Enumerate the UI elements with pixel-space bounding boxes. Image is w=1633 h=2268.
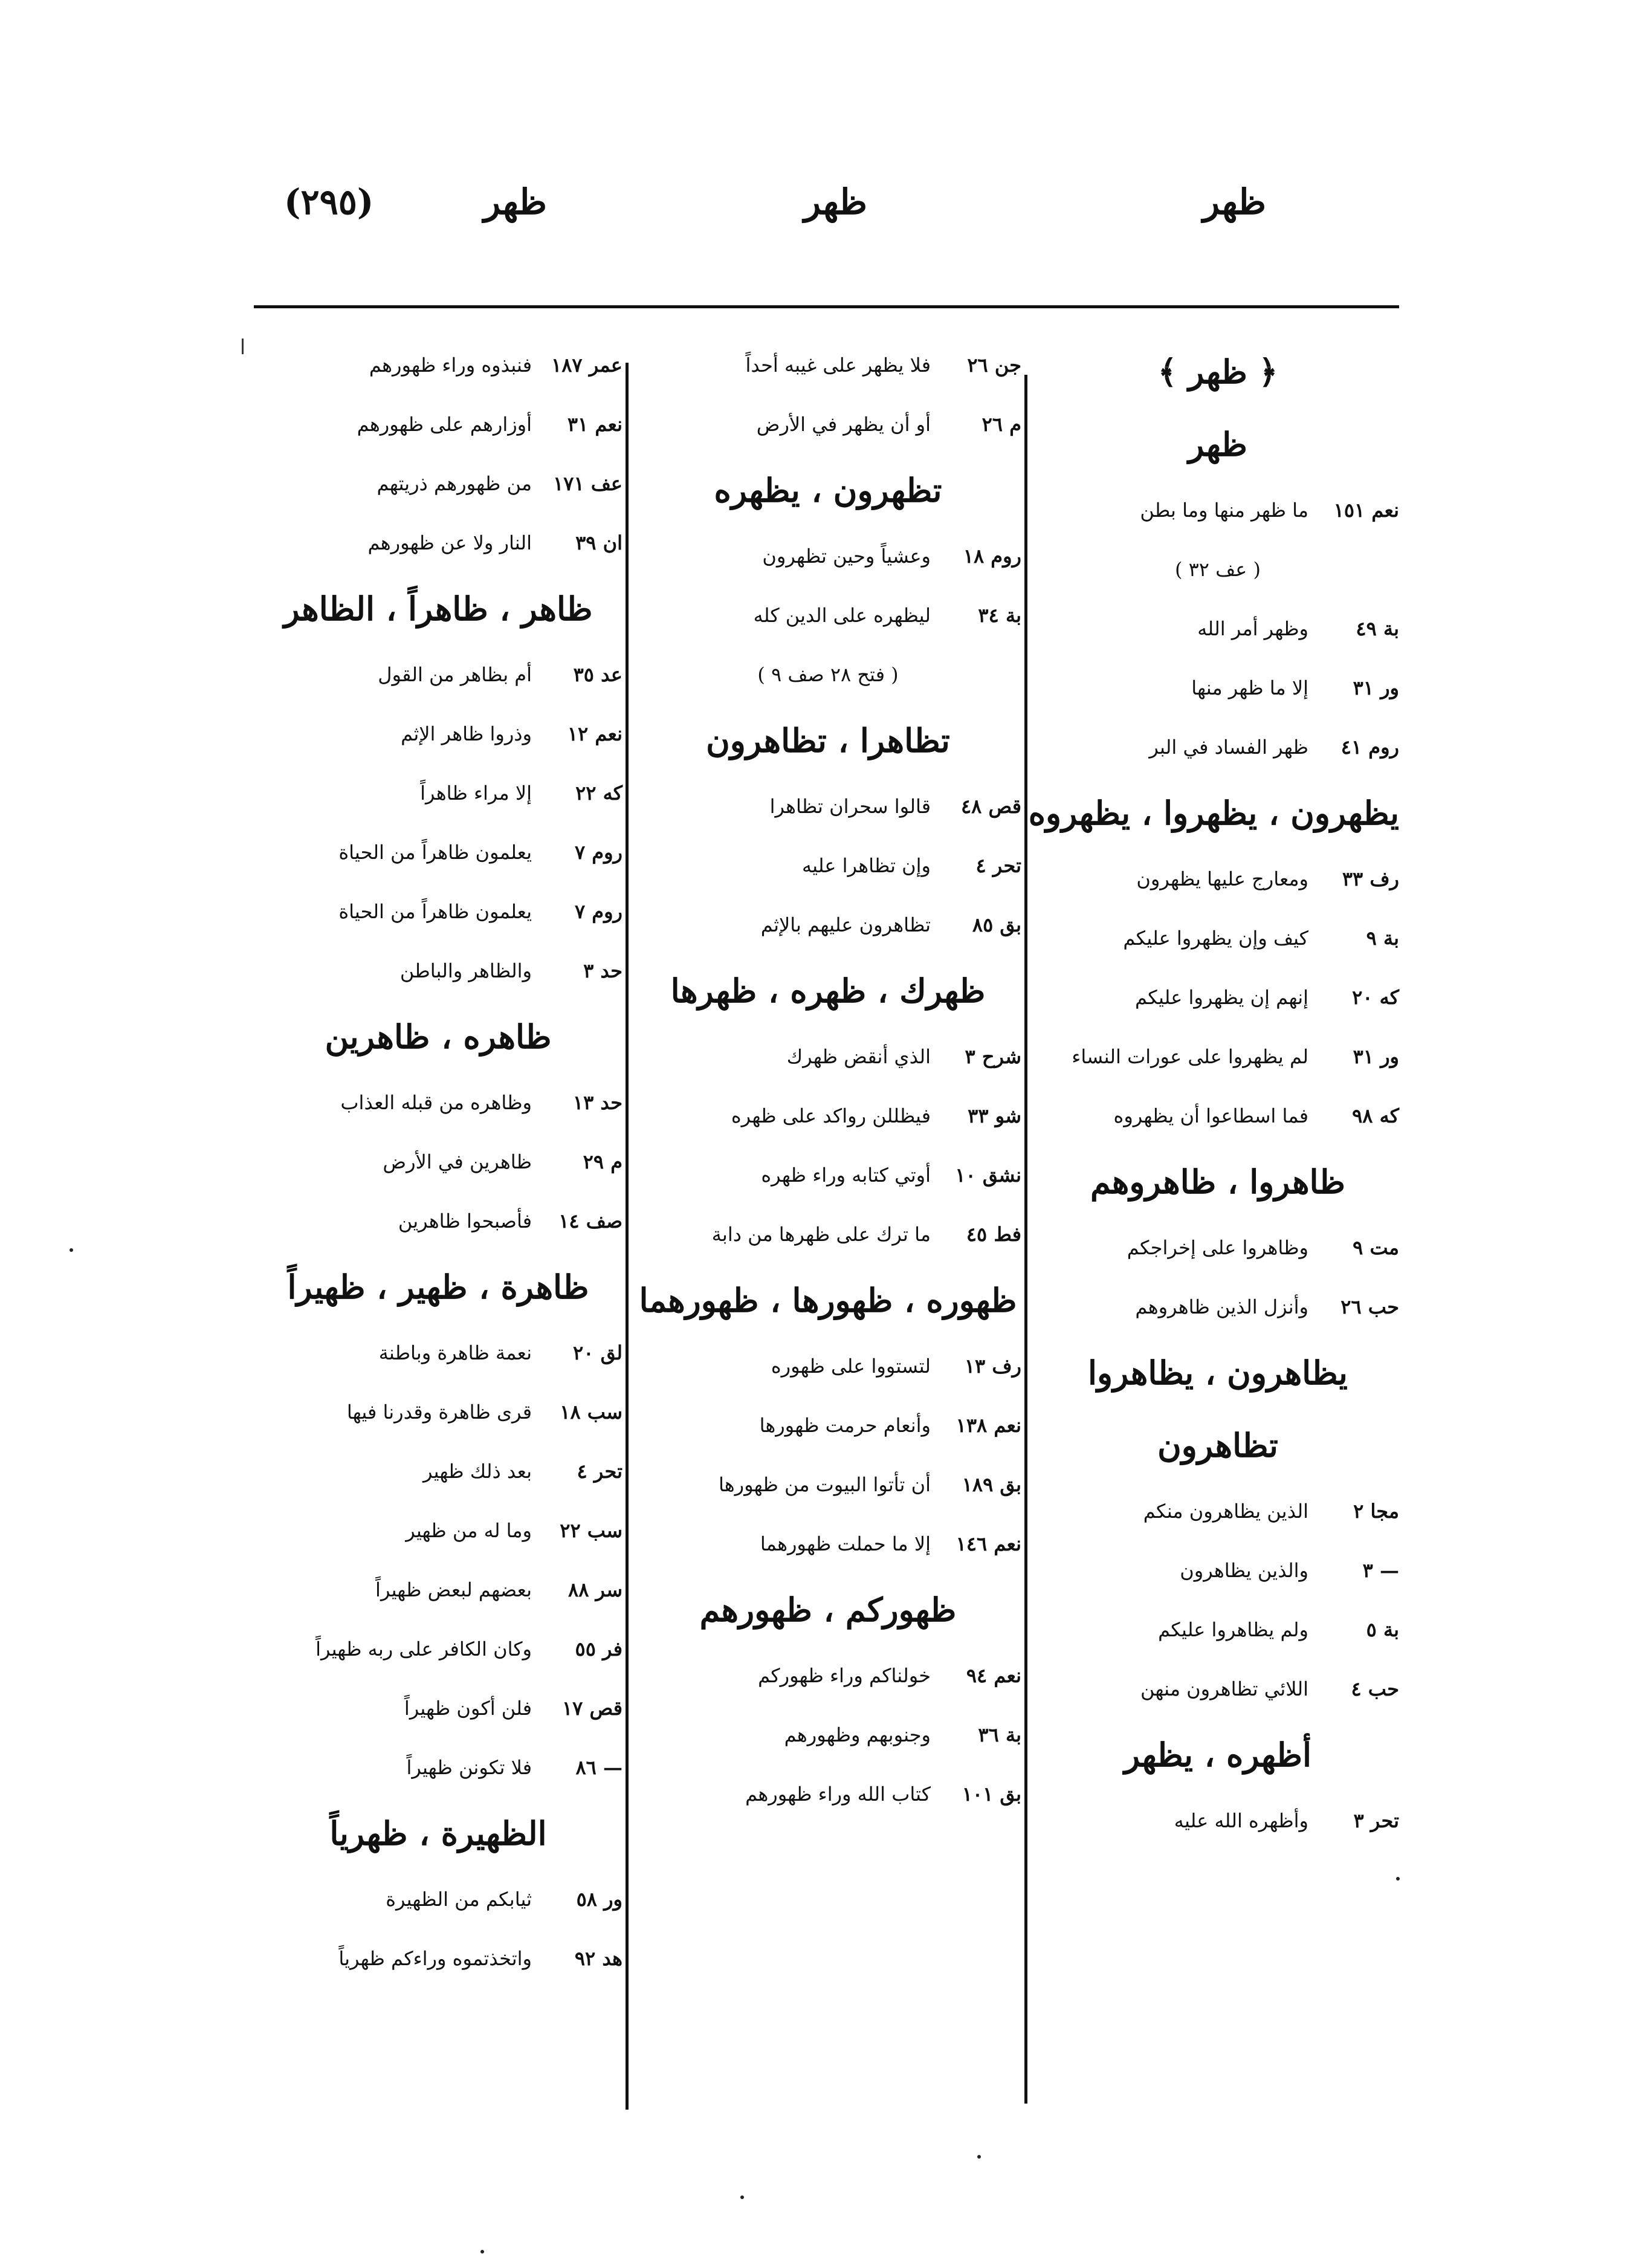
citation-text: من ظهورهم ذريتهم bbox=[377, 472, 532, 495]
citation-reference: بق ١٨٩ bbox=[962, 1473, 1021, 1496]
citation-text: قرى ظاهرة وقدرنا فيها bbox=[346, 1401, 532, 1424]
citation-text: فما اسطاعوا أن يظهروه bbox=[1113, 1104, 1308, 1127]
citation-line bbox=[635, 1646, 1021, 1705]
citation-line bbox=[635, 586, 1021, 645]
citation-line bbox=[254, 395, 622, 454]
citation-reference: نعم ١٥١ bbox=[1333, 499, 1399, 522]
citation-text: قالوا سحران تظاهرا bbox=[769, 795, 931, 818]
citation-line bbox=[635, 836, 1021, 895]
citation-text: والظاهر والباطن bbox=[399, 959, 532, 982]
citation-text: لم يظهروا على عورات النساء bbox=[1072, 1045, 1308, 1068]
citation-line bbox=[1036, 1541, 1399, 1600]
citation-line bbox=[254, 513, 622, 572]
speck bbox=[480, 2250, 484, 2253]
entry-heading: تظهرون ، يظهره bbox=[714, 471, 942, 510]
citation-line bbox=[254, 1619, 622, 1679]
citation-text: فنبذوه وراء ظهورهم bbox=[369, 354, 532, 377]
cross-reference-note: ( فتح ٢٨ صف ٩ ) bbox=[757, 663, 899, 686]
citation-line bbox=[254, 1929, 622, 1988]
citation-line bbox=[254, 1382, 622, 1442]
entry-heading: ظاهروا ، ظاهروهم bbox=[1090, 1162, 1345, 1201]
citation-line bbox=[254, 645, 622, 704]
citation-reference: حب ٤ bbox=[1351, 1677, 1399, 1700]
citation-text: وظاهروا على إخراجكم bbox=[1127, 1236, 1308, 1259]
citation-reference: ور ٣١ bbox=[1353, 676, 1399, 699]
citation-text: بعد ذلك ظهير bbox=[423, 1460, 532, 1483]
entry-heading: ظاهره ، ظاهرين bbox=[325, 1017, 552, 1056]
citation-text: فلا يظهر على غيبه أحداً bbox=[745, 354, 931, 377]
citation-line bbox=[254, 823, 622, 882]
header-word-right: ظهر bbox=[1203, 181, 1266, 222]
citation-reference: جن ٢٦ bbox=[967, 354, 1021, 377]
citation-text: ما ترك على ظهرها من دابة bbox=[711, 1223, 931, 1246]
citation-text: أو أن يظهر في الأرض bbox=[756, 413, 931, 436]
citation-text: ليظهره على الدين كله bbox=[753, 604, 931, 627]
citation-text: واتخذتموه وراءكم ظهرياً bbox=[338, 1947, 532, 1970]
citation-reference: م ٢٩ bbox=[583, 1150, 622, 1173]
citation-line bbox=[635, 1145, 1021, 1205]
entry-heading: ظاهر ، ظاهراً ، الظاهر bbox=[283, 589, 593, 628]
citation-line bbox=[254, 941, 622, 1000]
citation-text: ومعارج عليها يظهرون bbox=[1136, 867, 1308, 890]
citation-reference: بة ٥ bbox=[1366, 1618, 1399, 1641]
citation-line bbox=[254, 1191, 622, 1251]
header-word-middle: ظهر bbox=[804, 181, 867, 222]
citation-reference: رف ١٣ bbox=[964, 1355, 1021, 1378]
citation-line bbox=[1036, 1600, 1399, 1659]
citation-line bbox=[1036, 909, 1399, 968]
speck bbox=[977, 2155, 981, 2159]
citation-line bbox=[1036, 1218, 1399, 1277]
citation-reference: نعم ٩٤ bbox=[966, 1664, 1021, 1687]
citation-text: فلا تكونن ظهيراً bbox=[406, 1756, 532, 1779]
citation-text: وجنوبهم وظهورهم bbox=[784, 1723, 931, 1746]
citation-reference: فر ٥٥ bbox=[575, 1638, 622, 1660]
citation-reference: حد ١٣ bbox=[572, 1091, 622, 1114]
citation-reference: مجا ٢ bbox=[1353, 1500, 1399, 1523]
citation-text: كيف وإن يظهروا عليكم bbox=[1123, 927, 1308, 950]
citation-text: وأنعام حرمت ظهورها bbox=[759, 1414, 931, 1437]
citation-text: والذين يظاهرون bbox=[1180, 1559, 1308, 1582]
citation-reference: ان ٣٩ bbox=[575, 531, 622, 554]
citation-reference: نعم ٣١ bbox=[567, 413, 622, 436]
citation-text: ما ظهر منها وما بطن bbox=[1140, 499, 1308, 522]
citation-text: وكان الكافر على ربه ظهيراً bbox=[315, 1638, 532, 1660]
citation-line bbox=[1036, 481, 1399, 540]
citation-reference: — ٣ bbox=[1362, 1559, 1399, 1582]
citation-text: أن تأتوا البيوت من ظهورها bbox=[719, 1473, 931, 1496]
citation-reference: بق ١٠١ bbox=[962, 1783, 1021, 1806]
citation-reference: كه ٢٠ bbox=[1352, 986, 1399, 1009]
citation-reference: م ٢٦ bbox=[981, 413, 1021, 436]
citation-line bbox=[254, 335, 622, 395]
citation-text: النار ولا عن ظهورهم bbox=[367, 531, 532, 554]
entry-heading: ﴿ ظهر ﴾ bbox=[1157, 352, 1278, 391]
citation-reference: كه ٩٨ bbox=[1352, 1104, 1399, 1127]
citation-reference: سب ١٨ bbox=[560, 1401, 622, 1424]
citation-reference: قص ٤٨ bbox=[960, 795, 1021, 818]
citation-line bbox=[1036, 1277, 1399, 1336]
citation-line bbox=[254, 454, 622, 513]
citation-line bbox=[635, 1027, 1021, 1086]
citation-reference: — ٨٦ bbox=[575, 1756, 622, 1779]
citation-line bbox=[254, 1501, 622, 1560]
citation-text: فأصبحوا ظاهرين bbox=[398, 1210, 532, 1233]
entry-heading: ظهوركم ، ظهورهم bbox=[699, 1590, 957, 1629]
citation-reference: بة ٩ bbox=[1366, 927, 1399, 950]
citation-text: اللائي تظاهرون منهن bbox=[1140, 1677, 1308, 1700]
citation-line bbox=[1036, 968, 1399, 1027]
citation-text: وظهر أمر الله bbox=[1197, 617, 1308, 640]
column-left bbox=[254, 335, 622, 2149]
column-right bbox=[1028, 335, 1399, 2149]
citation-reference: نعم ١٣٨ bbox=[956, 1414, 1021, 1437]
citation-line bbox=[254, 1679, 622, 1738]
page-number: (٢٩٥) bbox=[284, 181, 374, 222]
citation-reference: عف ١٧١ bbox=[553, 472, 622, 495]
citation-line bbox=[1036, 658, 1399, 718]
citation-line bbox=[1036, 849, 1399, 909]
citation-reference: تحر ٤ bbox=[975, 854, 1021, 877]
citation-text: ثيابكم من الظهيرة bbox=[386, 1888, 532, 1911]
citation-text: أوزارهم على ظهورهم bbox=[357, 413, 532, 436]
citation-reference: روم ١٨ bbox=[963, 545, 1021, 568]
citation-line bbox=[635, 395, 1021, 454]
citation-text: وذروا ظاهر الإثم bbox=[401, 722, 532, 745]
citation-reference: تحر ٣ bbox=[1353, 1809, 1399, 1832]
citation-text: إلا ما حملت ظهورهما bbox=[760, 1532, 931, 1555]
citation-line bbox=[635, 1205, 1021, 1264]
citation-reference: عد ٣٥ bbox=[573, 663, 622, 686]
citation-text: فلن أكون ظهيراً bbox=[404, 1697, 532, 1720]
citation-reference: نعم ١٢ bbox=[567, 722, 622, 745]
citation-text: خولناكم وراء ظهوركم bbox=[758, 1664, 931, 1687]
citation-line bbox=[254, 763, 622, 823]
citation-text: يعلمون ظاهراً من الحياة bbox=[338, 900, 532, 923]
citation-reference: مت ٩ bbox=[1353, 1236, 1399, 1259]
citation-line bbox=[635, 1086, 1021, 1145]
citation-line bbox=[254, 1442, 622, 1501]
citation-text: إلا مراء ظاهراً bbox=[420, 782, 532, 805]
citation-reference: روم ٧ bbox=[574, 841, 622, 864]
citation-reference: بة ٣٦ bbox=[978, 1723, 1021, 1746]
column-divider-left bbox=[626, 363, 629, 2110]
citation-line bbox=[635, 777, 1021, 836]
citation-reference: بق ٨٥ bbox=[972, 913, 1021, 936]
cross-reference-note: ( عف ٣٢ ) bbox=[1174, 558, 1261, 581]
citation-line bbox=[635, 526, 1021, 586]
citation-reference: نشق ١٠ bbox=[955, 1164, 1021, 1187]
citation-text: وأنزل الذين ظاهروهم bbox=[1135, 1295, 1308, 1318]
citation-text: بعضهم لبعض ظهيراً bbox=[375, 1578, 532, 1601]
citation-text: وظاهره من قبله العذاب bbox=[340, 1091, 532, 1114]
citation-line bbox=[1036, 1027, 1399, 1086]
citation-reference: كه ٢٢ bbox=[575, 782, 622, 805]
citation-text: إنهم إن يظهروا عليكم bbox=[1135, 986, 1308, 1009]
citation-line bbox=[254, 1132, 622, 1191]
citation-reference: شو ٣٣ bbox=[968, 1104, 1021, 1127]
citation-reference: روم ٧ bbox=[574, 900, 622, 923]
citation-reference: فط ٤٥ bbox=[966, 1223, 1021, 1246]
citation-reference: حد ٣ bbox=[583, 959, 622, 982]
citation-text: أوتي كتابه وراء ظهره bbox=[761, 1164, 931, 1187]
citation-line bbox=[1036, 1086, 1399, 1145]
citation-line bbox=[1036, 1659, 1399, 1719]
citation-line bbox=[1036, 718, 1399, 777]
entry-heading: ظهرك ، ظهره ، ظهرها bbox=[670, 971, 986, 1010]
column-middle bbox=[635, 335, 1021, 2149]
entry-heading: ظاهرة ، ظهير ، ظهيراً bbox=[287, 1268, 589, 1306]
citation-reference: حب ٢٦ bbox=[1340, 1295, 1399, 1318]
speck bbox=[740, 2195, 744, 2199]
margin-tick bbox=[242, 339, 244, 354]
citation-line bbox=[635, 1396, 1021, 1455]
citation-text: لتستووا على ظهوره bbox=[771, 1355, 931, 1378]
citation-reference: قص ١٧ bbox=[561, 1697, 622, 1720]
citation-line bbox=[254, 704, 622, 763]
citation-line bbox=[635, 1764, 1021, 1824]
entry-heading: أظهره ، يظهر bbox=[1124, 1735, 1311, 1774]
citation-reference: عمر ١٨٧ bbox=[551, 354, 622, 377]
entry-heading: تظاهرا ، تظاهرون bbox=[706, 721, 950, 760]
citation-text: وما له من ظهير bbox=[406, 1519, 532, 1542]
citation-reference: نعم ١٤٦ bbox=[956, 1532, 1021, 1555]
citation-text: إلا ما ظهر منها bbox=[1191, 676, 1308, 699]
speck bbox=[70, 1248, 73, 1252]
citation-text: أم بظاهر من القول bbox=[378, 663, 532, 686]
citation-text: وعشياً وحين تظهرون bbox=[762, 545, 931, 568]
citation-line bbox=[254, 1073, 622, 1132]
citation-reference: لق ٢٠ bbox=[573, 1341, 622, 1364]
citation-reference: بة ٤٩ bbox=[1356, 617, 1399, 640]
citation-text: كتاب الله وراء ظهورهم bbox=[745, 1783, 931, 1806]
citation-reference: شرح ٣ bbox=[965, 1045, 1021, 1068]
citation-reference: تحر ٤ bbox=[577, 1460, 622, 1483]
citation-text: وإن تظاهرا عليه bbox=[801, 854, 931, 877]
citation-line bbox=[635, 335, 1021, 395]
column-divider-right bbox=[1024, 375, 1027, 2104]
citation-reference: هد ٩٢ bbox=[574, 1947, 622, 1970]
citation-reference: سر ٨٨ bbox=[568, 1578, 622, 1601]
citation-reference: رف ٣٣ bbox=[1342, 867, 1399, 890]
citation-text: يعلمون ظاهراً من الحياة bbox=[338, 841, 532, 864]
entry-heading: يظهرون ، يظهروا ، يظهروه bbox=[1028, 794, 1399, 832]
entry-heading: الظهيرة ، ظهرياً bbox=[329, 1814, 547, 1853]
citation-reference: سب ٢٢ bbox=[560, 1519, 622, 1542]
citation-line bbox=[254, 1870, 622, 1929]
citation-line bbox=[635, 895, 1021, 954]
citation-text: ظهر الفساد في البر bbox=[1149, 736, 1308, 759]
entry-heading: يظاهرون ، يظاهروا bbox=[1088, 1353, 1348, 1392]
header-rule bbox=[254, 305, 1399, 308]
entry-heading: ظهر bbox=[1188, 425, 1247, 464]
citation-text: ظاهرين في الأرض bbox=[383, 1150, 532, 1173]
citation-reference: بة ٣٤ bbox=[978, 604, 1021, 627]
citation-line bbox=[1036, 1791, 1399, 1850]
entry-heading: تظاهرون bbox=[1157, 1426, 1278, 1465]
citation-line bbox=[254, 1323, 622, 1382]
citation-line bbox=[1036, 599, 1399, 658]
citation-line bbox=[635, 1705, 1021, 1764]
citation-text: ولم يظاهروا عليكم bbox=[1158, 1618, 1308, 1641]
citation-reference: ور ٣١ bbox=[1353, 1045, 1399, 1068]
citation-line bbox=[254, 1560, 622, 1619]
citation-text: وأظهره الله عليه bbox=[1174, 1809, 1308, 1832]
citation-reference: صف ١٤ bbox=[558, 1210, 622, 1233]
citation-text: تظاهرون عليهم بالإثم bbox=[760, 913, 931, 936]
citation-reference: روم ٤١ bbox=[1340, 736, 1399, 759]
citation-text: الذي أنقض ظهرك bbox=[786, 1045, 931, 1068]
citation-line bbox=[635, 1455, 1021, 1514]
citation-text: نعمة ظاهرة وباطنة bbox=[378, 1341, 532, 1364]
citation-line bbox=[1036, 1482, 1399, 1541]
citation-text: فيظللن رواكد على ظهره bbox=[731, 1104, 931, 1127]
citation-reference: ور ٥٨ bbox=[576, 1888, 622, 1911]
citation-line bbox=[635, 1336, 1021, 1396]
citation-line bbox=[254, 1738, 622, 1797]
citation-text: الذين يظاهرون منكم bbox=[1143, 1500, 1308, 1523]
entry-heading: ظهوره ، ظهورها ، ظهورهما bbox=[639, 1281, 1017, 1320]
citation-line bbox=[254, 882, 622, 941]
citation-line bbox=[635, 1514, 1021, 1573]
header-word-left: ظهر bbox=[483, 181, 547, 222]
